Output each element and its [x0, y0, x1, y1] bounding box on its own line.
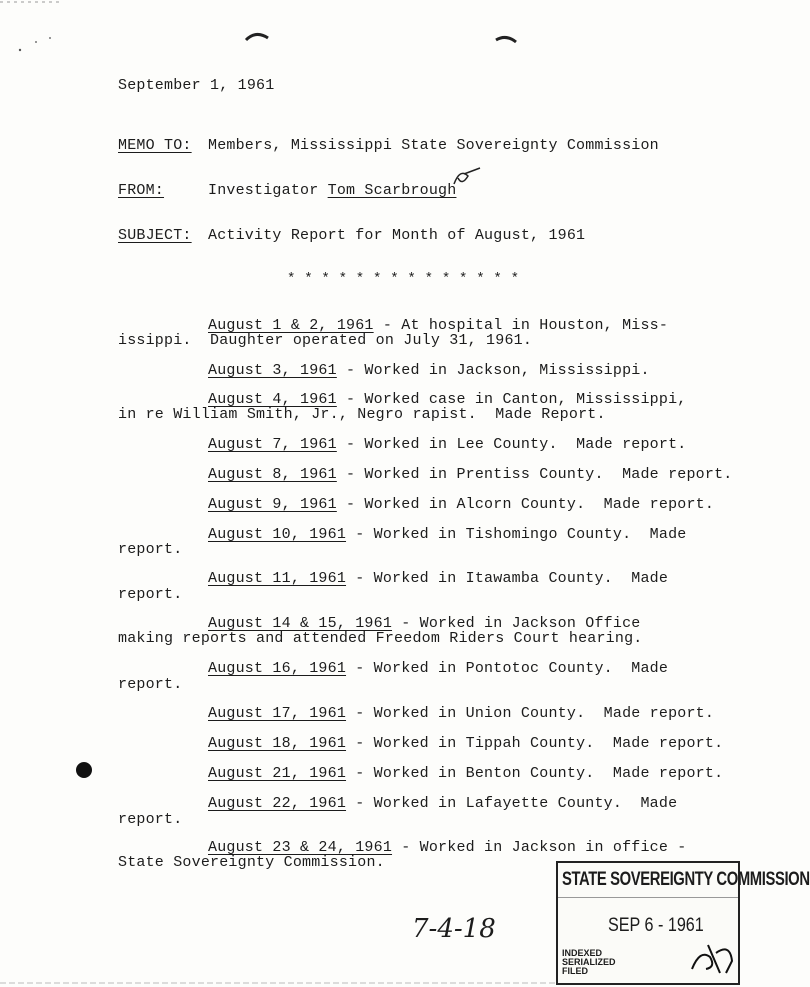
- punch-mark-left: [244, 30, 270, 44]
- entry-7-date: August 10, 1961: [208, 526, 347, 543]
- handwritten-initial: [450, 164, 484, 190]
- entry-7-line2: report.: [118, 541, 183, 558]
- entry-12-date: August 18, 1961: [208, 735, 347, 752]
- entry-15-text: - Worked in Jackson in office -: [392, 839, 687, 856]
- entry-4-text: - Worked in Lee County. Made report.: [336, 436, 687, 453]
- separator-asterisks: * * * * * * * * * * * * * *: [287, 271, 520, 287]
- punch-mark-right: [494, 32, 520, 46]
- stamp-filed: FILED: [562, 966, 588, 976]
- entry-6-date: August 9, 1961: [208, 496, 337, 513]
- entry-14-date: August 22, 1961: [208, 795, 347, 812]
- entry-4-line1: [208, 436, 686, 454]
- stamp-divider: [558, 897, 738, 898]
- stamp-indexed: INDEXED: [562, 948, 603, 958]
- entry-6-line1: [208, 496, 714, 514]
- corner-smudge: [0, 0, 70, 60]
- entry-14-text: - Worked in Lafayette County. Made: [346, 795, 678, 812]
- entry-1-date: August 1 & 2, 1961: [208, 317, 374, 334]
- entry-7-line1: [208, 526, 687, 544]
- entry-6-text: - Worked in Alcorn County. Made report.: [336, 496, 715, 513]
- entry-5-date: August 8, 1961: [208, 466, 337, 483]
- entry-11-date: August 17, 1961: [208, 705, 347, 722]
- stamp-signature: [686, 939, 738, 979]
- stamp-title: STATE SOVEREIGNTY COMMISSION: [562, 869, 810, 890]
- entry-7-text: - Worked in Tishomingo County. Made: [346, 526, 687, 543]
- entry-9-line2: making reports and attended Freedom Riders Court hearing.: [118, 630, 643, 647]
- entry-10-line2: report.: [118, 676, 183, 693]
- handwritten-file-code: 7-4-18: [412, 914, 496, 944]
- stamp-serialized: SERIALIZED: [562, 957, 616, 967]
- entry-3-date: August 4, 1961: [208, 391, 337, 408]
- subject-label: SUBJECT:: [118, 227, 192, 244]
- commission-stamp: [556, 861, 810, 985]
- entry-1-text: - At hospital in Houston, Miss-: [373, 317, 669, 334]
- entry-3-text: - Worked case in Canton, Mississippi,: [336, 391, 687, 408]
- entry-15-date: August 23 & 24, 1961: [208, 839, 393, 856]
- stamp-field-labels: [562, 949, 616, 976]
- stamp-date: SEP 6 - 1961: [608, 915, 704, 936]
- memo-to-label: MEMO TO:: [118, 137, 192, 154]
- entry-2-line1: [208, 362, 650, 380]
- from-label: FROM:: [118, 182, 165, 199]
- entry-15-line2: State Sovereignty Commission.: [118, 854, 385, 871]
- entry-13-line1: [208, 765, 723, 783]
- punch-hole-dot: [76, 762, 92, 778]
- entry-10-line1: [208, 660, 668, 678]
- entry-4-date: August 7, 1961: [208, 436, 337, 453]
- from-prefix: Investigator: [208, 182, 328, 199]
- entry-8-line1: [208, 570, 668, 588]
- entry-2-text: - Worked in Jackson, Mississippi.: [336, 362, 650, 379]
- entry-5-text: - Worked in Prentiss County. Made report.: [336, 466, 733, 483]
- entry-10-text: - Worked in Pontotoc County. Made: [346, 660, 669, 677]
- from-name: Tom Scarbrough: [327, 182, 457, 199]
- entry-8-text: - Worked in Itawamba County. Made: [346, 570, 669, 587]
- entry-3-line2: in re William Smith, Jr., Negro rapist. Made Report.: [118, 406, 606, 423]
- entry-5-line1: [208, 466, 733, 484]
- entry-9-text: - Worked in Jackson Office: [392, 615, 641, 632]
- entry-10-date: August 16, 1961: [208, 660, 347, 677]
- entry-14-line2: report.: [118, 811, 183, 828]
- subject-value: Activity Report for Month of August, 1961: [208, 227, 586, 244]
- entry-1-line2: issippi. Daughter operated on July 31, 1961.: [118, 332, 533, 349]
- entry-13-text: - Worked in Benton County. Made report.: [346, 765, 724, 782]
- entry-11-text: - Worked in Union County. Made report.: [346, 705, 715, 722]
- bottom-scan-edge: [0, 980, 763, 987]
- entry-12-line1: [208, 735, 723, 753]
- memo-to-value: Members, Mississippi State Sovereignty Commission: [208, 137, 659, 154]
- entry-9-date: August 14 & 15, 1961: [208, 615, 393, 632]
- entry-13-date: August 21, 1961: [208, 765, 347, 782]
- entry-14-line1: [208, 795, 677, 813]
- from-value: [208, 182, 456, 200]
- entry-11-line1: [208, 705, 714, 723]
- entry-8-line2: report.: [118, 586, 183, 603]
- entry-2-date: August 3, 1961: [208, 362, 337, 379]
- entry-12-text: - Worked in Tippah County. Made report.: [346, 735, 724, 752]
- memo-date: September 1, 1961: [118, 77, 275, 94]
- entry-8-date: August 11, 1961: [208, 570, 347, 587]
